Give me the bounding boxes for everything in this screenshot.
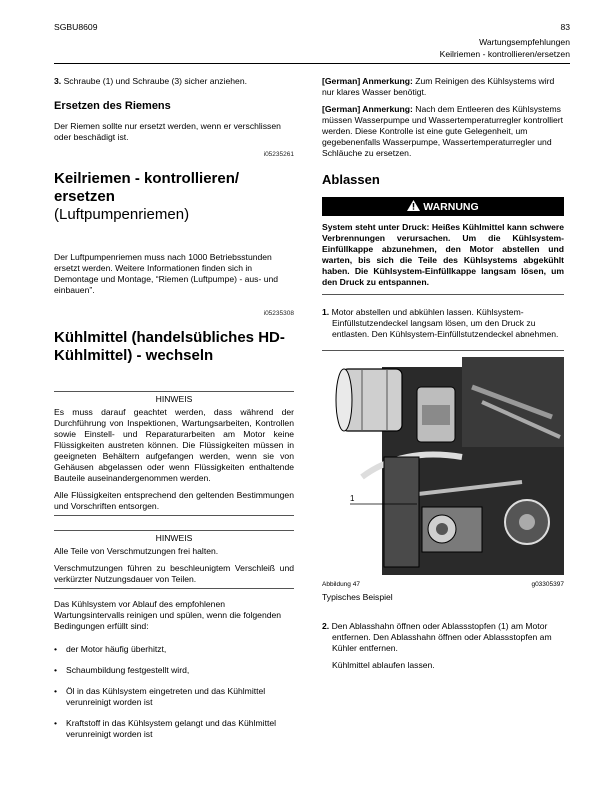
belt-text: Der Luftpumpenriemen muss nach 1000 Betriebsstunden ersetzt werden. Weitere Informationen finden sich in Demontage und Montage, “Riemen (Luftpumpe) - aus- und einbauen”. bbox=[54, 252, 279, 295]
header-rule bbox=[54, 63, 570, 64]
warning-banner bbox=[322, 197, 564, 216]
ref-id-2: i05235308 bbox=[263, 310, 294, 317]
list-item: • Kraftstoff in das Kühlsystem gelangt und das Kühlmittel verunreinigt worden ist bbox=[54, 718, 277, 739]
belt-subtitle: (Luftpumpenriemen) bbox=[54, 206, 190, 223]
notice-title: HINWEIS bbox=[155, 394, 193, 404]
note-1: [German] Anmerkung: Zum Reinigen des Kühlsystems wird nur klares Wasser benötigt. bbox=[322, 76, 555, 97]
engine-drawing bbox=[322, 357, 564, 575]
notice-text: Alle Teile von Verschmutzungen frei halten. bbox=[54, 546, 219, 556]
list-item: • Öl in das Kühlsystem eingetreten und das Kühlmittel verunreinigt worden ist bbox=[54, 686, 266, 707]
figure-id: g03305397 bbox=[531, 581, 564, 588]
list-item: • Schaumbildung festgestellt wird, bbox=[54, 665, 190, 675]
step-2-extra: Kühlmittel ablaufen lassen. bbox=[332, 660, 435, 670]
drain-heading: Ablassen bbox=[322, 172, 380, 187]
notice-text: Alle Flüssigkeiten entsprechend den geltenden Bestimmungen und Vorschriften entsorgen. bbox=[54, 490, 294, 511]
replace-text: Der Riemen sollte nur ersetzt werden, wenn er verschlissen oder beschädigt ist. bbox=[54, 121, 281, 142]
replace-heading: Ersetzen des Riemens bbox=[54, 100, 171, 112]
belt-title: Keilriemen - kontrollieren/ ersetzen bbox=[54, 170, 240, 205]
left-column bbox=[54, 76, 294, 750]
step-3: 3. Schraube (1) und Schraube (3) sicher anziehen. bbox=[54, 76, 248, 86]
condition-list bbox=[54, 644, 294, 740]
warning-text: System steht unter Druck: Heißes Kühlmittel kann schwere Verbrennungen verursachen. Um die Kühlsystem-Einfüllkappe abzunehmen, den Motor abstellen und warten, bis sich die Teile des Kühlsystems abgekühlt haben. Die Kühlsystem-Einfüllkappe langsam lösen, um den Druck zu entspannen. bbox=[322, 222, 564, 295]
page-number: 83 bbox=[560, 22, 570, 32]
header-subsection: Keilriemen - kontrollieren/ersetzen bbox=[439, 49, 570, 59]
notice-text: Verschmutzungen führen zu beschleunigtem Verschleiß und verkürzter Nutzungsdauer von Teilen. bbox=[54, 563, 294, 584]
engine-figure bbox=[322, 357, 564, 575]
figure-caption: Typisches Beispiel bbox=[322, 592, 393, 602]
step-1: 1. Motor abstellen und abkühlen lassen. Kühlsystem-Einfüllstutzendeckel langsam lösen, um den Druck zu entlasten. Den Kühlsystem-Einfüllstutzendeckel abnehmen. bbox=[322, 307, 559, 339]
figure-label: Abbildung 47 bbox=[322, 581, 360, 588]
warning-triangle-icon bbox=[407, 201, 423, 213]
coolant-title: Kühlmittel (handelsübliches HD-Kühlmittel) - wechseln bbox=[54, 329, 285, 364]
notice-box-1 bbox=[54, 391, 294, 516]
warning-label: WARNUNG bbox=[423, 201, 479, 213]
list-item: • der Motor häufig überhitzt, bbox=[54, 644, 167, 654]
doc-id: SGBU8609 bbox=[54, 22, 98, 32]
notice-text: Es muss darauf geachtet werden, dass während der Durchführung von Inspektionen, Wartungsarbeiten, Kontrollen sowie Einstell- und Reparaturarbeiten am Motor keine Flüssigkeiten austreten können. Die Flüssigkeiten müssen in geeigneten Behältern aufgefangen werden, wenn sie von Gehäusen abgelassen oder wenn Flüssigkeiten enthaltende Bauteile auseinandergenommen werden. bbox=[54, 407, 294, 483]
figure-top-rule bbox=[322, 350, 564, 351]
notice-title: HINWEIS bbox=[155, 533, 193, 543]
step-2: 2. Den Ablasshahn öffnen oder Ablassstopfen (1) am Motor entfernen. Den Ablasshahn öffnen oder Ablassstopfen am Kühler entfernen. bbox=[322, 621, 552, 653]
figure-callout-label: 1 bbox=[350, 494, 355, 503]
right-column bbox=[322, 76, 564, 677]
header-section: Wartungsempfehlungen bbox=[479, 37, 570, 47]
figure-caption-row bbox=[322, 579, 564, 590]
coolant-intro: Das Kühlsystem vor Ablauf des empfohlenen Wartungsintervalls reinigen und spülen, wenn die folgenden Bedingungen erfüllt sind: bbox=[54, 599, 282, 631]
notice-box-2 bbox=[54, 530, 294, 589]
ref-id-1: i05235261 bbox=[263, 151, 294, 158]
note-2: [German] Anmerkung: Nach dem Entleeren des Kühlsystems müssen Wasserpumpe und Wassertemperaturregler kontrolliert werden. Diese Kontrolle ist eine gute Gelegenheit, um gegebenenfalls Wasserpumpe, Wassertemperaturregler und Schläuche zu ersetzen. bbox=[322, 104, 564, 158]
